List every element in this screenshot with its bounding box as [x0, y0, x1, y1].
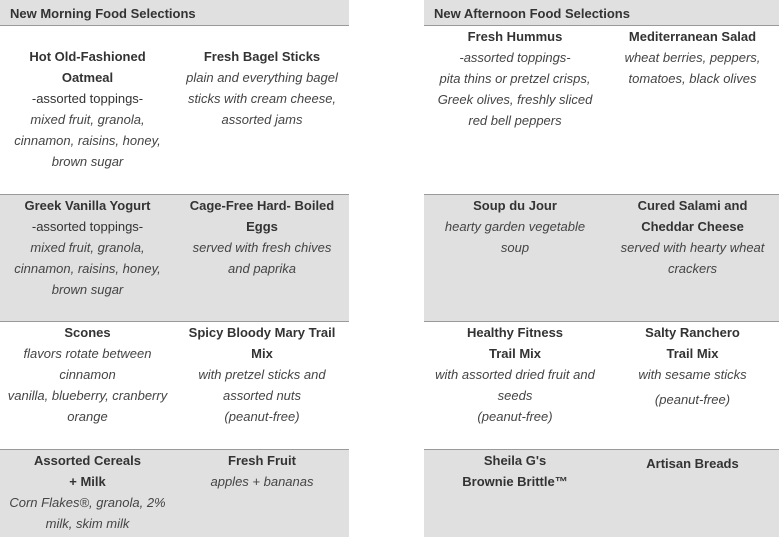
item-title: + Milk — [69, 474, 106, 489]
afternoon-row-2 — [424, 195, 779, 322]
item-description: cinnamon, raisins, honey, — [14, 133, 161, 148]
item-subtitle: -assorted toppings- — [31, 91, 144, 106]
item-title: Sheila G's — [483, 453, 547, 468]
item-description: assorted nuts — [222, 388, 302, 403]
menu-item — [0, 195, 175, 321]
item-description: assorted jams — [221, 112, 303, 127]
menu-item — [175, 322, 349, 449]
item-description: with assorted dried fruit and — [435, 367, 595, 382]
item-title: Cheddar Cheese — [641, 219, 744, 234]
item-title: Mix — [251, 346, 273, 361]
item-title: Artisan Breads — [646, 456, 739, 471]
item-description: mixed fruit, granola, — [30, 112, 145, 127]
item-title: Oatmeal — [61, 70, 114, 85]
item-title: Fresh Bagel Sticks — [203, 49, 321, 64]
morning-header: New Morning Food Selections — [0, 0, 349, 26]
item-title: Greek Vanilla Yogurt — [24, 198, 151, 213]
menu-item — [0, 322, 175, 449]
item-description: (peanut-free) — [477, 409, 553, 424]
item-description: with pretzel sticks and — [198, 367, 326, 382]
menu-item — [606, 450, 779, 537]
item-description: Corn Flakes®, granola, 2% — [9, 495, 166, 510]
item-title: Scones — [64, 325, 111, 340]
item-title: Brownie Brittle™ — [462, 474, 568, 489]
afternoon-row-1 — [424, 26, 779, 195]
menu-item — [0, 26, 175, 194]
item-description: brown sugar — [51, 282, 124, 297]
item-description: hearty garden vegetable — [444, 219, 586, 234]
item-description: -assorted toppings- — [459, 50, 571, 65]
item-description: cinnamon — [59, 367, 116, 382]
item-title: Salty Ranchero — [645, 325, 740, 340]
item-title: Trail Mix — [488, 346, 542, 361]
menu-item — [175, 450, 349, 537]
morning-panel — [0, 0, 349, 537]
item-description: mixed fruit, granola, — [30, 240, 145, 255]
item-title: Fresh Fruit — [228, 453, 296, 468]
item-description: served with fresh chives — [192, 240, 332, 255]
menu-item — [424, 26, 606, 194]
item-description: tomatoes, black olives — [628, 71, 757, 86]
menu-item — [0, 450, 175, 537]
item-description: sticks with cream cheese, — [187, 91, 337, 106]
item-description: wheat berries, peppers, — [624, 50, 761, 65]
item-description: apples + bananas — [210, 474, 314, 489]
item-description: (peanut-free) — [224, 409, 300, 424]
item-description: crackers — [667, 261, 718, 276]
item-description: seeds — [497, 388, 533, 403]
item-note: (peanut-free) — [654, 392, 731, 407]
item-description: cinnamon, raisins, honey, — [14, 261, 161, 276]
item-subtitle: -assorted toppings- — [31, 219, 144, 234]
item-description: pita thins or pretzel crisps, — [439, 71, 591, 86]
item-title: Spicy Bloody Mary Trail — [188, 325, 336, 340]
item-title: Mediterranean Salad — [628, 29, 757, 44]
item-description: red bell peppers — [468, 113, 562, 128]
item-title: Eggs — [246, 219, 278, 234]
item-title: Cage-Free Hard- Boiled — [189, 198, 335, 213]
menu-item — [175, 26, 349, 194]
item-title: Assorted Cereals — [34, 453, 141, 468]
menu-item — [606, 195, 779, 321]
item-title: Soup du Jour — [473, 198, 557, 213]
item-description: soup — [500, 240, 530, 255]
menu-item — [175, 195, 349, 321]
afternoon-panel — [424, 0, 779, 537]
morning-row-3 — [0, 322, 349, 450]
item-description: vanilla, blueberry, cranberry — [7, 388, 168, 403]
afternoon-row-4 — [424, 450, 779, 537]
item-title: Healthy Fitness — [466, 325, 564, 340]
item-description: and paprika — [228, 261, 296, 276]
item-description: brown sugar — [51, 154, 124, 169]
item-description: served with hearty wheat — [620, 240, 765, 255]
item-description: plain and everything bagel — [186, 70, 338, 85]
menu-item — [606, 322, 779, 449]
item-title: Fresh Hummus — [467, 29, 563, 44]
item-title: Cured Salami and — [637, 198, 748, 213]
afternoon-row-3 — [424, 322, 779, 450]
menu-item — [606, 26, 779, 194]
item-description: milk, skim milk — [45, 516, 130, 531]
menu-item — [424, 450, 606, 537]
morning-row-1 — [0, 26, 349, 195]
menu-item — [424, 195, 606, 321]
item-description: Greek olives, freshly sliced — [437, 92, 593, 107]
afternoon-header: New Afternoon Food Selections — [424, 0, 779, 26]
morning-row-2 — [0, 195, 349, 322]
item-description: orange — [67, 409, 108, 424]
item-description: with sesame sticks — [638, 367, 747, 382]
item-title: Hot Old-Fashioned — [29, 49, 146, 64]
menu-item — [424, 322, 606, 449]
item-title: Trail Mix — [666, 346, 719, 361]
morning-row-4 — [0, 450, 349, 537]
item-description: flavors rotate between — [23, 346, 152, 361]
